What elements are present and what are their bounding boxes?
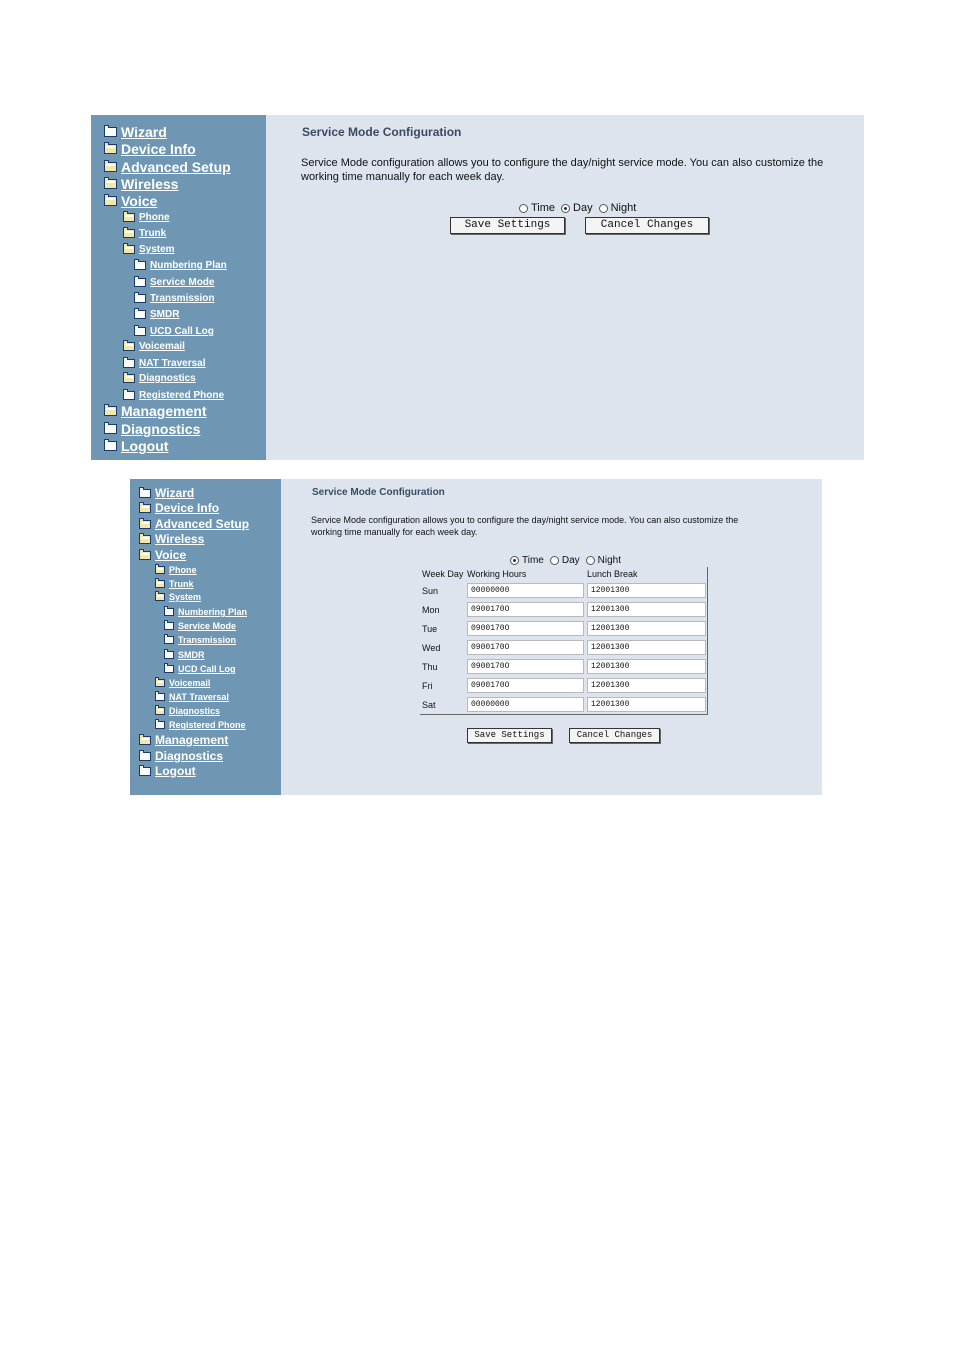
radio-label: Day [573,202,593,214]
nav-ucd-call-log[interactable] [164,664,236,674]
nav-link[interactable]: Service Mode [178,621,237,631]
weekday-label: Fri [422,680,433,691]
nav-diagnostics[interactable] [139,749,223,763]
folder-open-icon [155,679,165,687]
nav-voicemail[interactable] [123,341,185,352]
nav-link[interactable]: NAT Traversal [139,358,206,369]
folder-open-icon [123,245,135,254]
table-row [420,659,706,674]
folder-open-icon [155,593,165,601]
nav-trunk[interactable] [123,228,166,239]
nav-link[interactable]: System [139,244,175,255]
nav-link[interactable]: Voice [155,548,187,562]
working-hours-input[interactable]: 0900170O [467,659,584,674]
nav-wizard[interactable] [104,124,167,140]
nav-link[interactable]: NAT Traversal [169,692,229,702]
nav-link[interactable]: Diagnostics [155,749,224,763]
nav-link[interactable]: Trunk [139,228,167,239]
nav-link[interactable]: Phone [169,565,197,575]
cancel-changes-button[interactable]: Cancel Changes [569,728,660,743]
page-description: Service Mode configuration allows you to configure the day/night service mode. You can also customize the working time manually for each week day. [301,157,824,184]
nav-diagnostics-sub[interactable] [123,373,196,384]
nav-diagnostics[interactable] [104,421,200,437]
table-row [420,583,706,598]
page-title: Service Mode Configuration [302,125,462,139]
nav-logout[interactable] [104,438,168,454]
lunch-break-input[interactable]: 12001300 [587,640,706,655]
nav-transmission[interactable] [164,635,236,645]
cancel-changes-button[interactable]: Cancel Changes [585,217,709,234]
lunch-break-input[interactable]: 12001300 [587,602,706,617]
nav-link[interactable]: Wireless [155,532,205,546]
folder-icon [134,327,146,336]
radio-circle-icon[interactable] [586,556,595,565]
folder-icon [164,651,174,659]
folder-open-icon [139,520,151,529]
folder-icon [104,441,117,451]
sidebar-nav [91,115,266,460]
radio-day[interactable] [550,555,580,566]
nav-link[interactable]: Transmission [150,293,215,304]
nav-link[interactable]: System [169,592,202,602]
nav-advanced-setup[interactable] [139,517,249,531]
folder-open-icon [139,535,151,544]
working-hours-input[interactable]: 00000000 [467,583,584,598]
folder-open-icon [155,580,165,588]
nav-link[interactable]: Logout [121,438,169,454]
radio-label: Time [522,555,544,566]
folder-icon [139,752,151,761]
lunch-break-input[interactable]: 12001300 [587,678,706,693]
nav-voice[interactable] [139,548,186,562]
folder-open-icon [123,229,135,238]
folder-icon [164,608,174,616]
radio-label: Day [561,555,580,566]
weekday-label: Tue [422,623,438,634]
folder-open-icon [104,162,117,172]
nav-link[interactable]: Numbering Plan [178,607,248,617]
nav-link[interactable]: Advanced Setup [121,159,231,175]
folder-open-icon [139,551,151,560]
folder-open-icon [123,374,135,383]
folder-open-icon [104,196,117,206]
nav-link[interactable]: Voicemail [169,678,211,688]
folder-open-icon [139,736,151,745]
nav-registered-phone[interactable] [155,720,246,730]
nav-service-mode[interactable] [164,621,236,631]
weekday-label: Thu [422,661,438,672]
page-description-line2: working time manually for each week day. [311,527,478,537]
page-title: Service Mode Configuration [312,487,445,498]
nav-link[interactable]: Advanced Setup [155,517,250,531]
nav-wireless[interactable] [104,176,178,192]
table-row [420,621,706,636]
nav-link[interactable]: Device Info [121,141,196,157]
nav-link[interactable]: UCD Call Log [178,664,236,674]
sidebar-nav [130,479,281,795]
nav-link[interactable]: Trunk [169,579,194,589]
nav-link[interactable]: Registered Phone [169,720,246,730]
folder-open-icon [104,179,117,189]
nav-service-mode[interactable] [134,277,214,288]
mode-radio-group [510,555,627,566]
folder-icon [155,693,165,701]
radio-label: Night [597,555,622,566]
nav-management[interactable] [104,403,207,419]
folder-open-icon [104,406,117,416]
nav-ucd-call-log[interactable] [134,326,214,337]
nav-trunk[interactable] [155,579,194,589]
table-row [420,697,706,712]
content-area [281,479,822,795]
folder-open-icon [155,707,165,715]
nav-voice[interactable] [104,193,157,209]
folder-open-icon [155,566,165,574]
working-hours-table [420,567,708,715]
save-settings-button[interactable]: Save Settings [467,728,552,743]
nav-link[interactable]: Transmission [178,635,237,645]
folder-open-icon [123,342,135,351]
radio-circle-icon[interactable] [599,204,608,213]
folder-icon [164,636,174,644]
nav-numbering-plan[interactable] [164,607,247,617]
nav-link[interactable]: UCD Call Log [150,326,214,337]
nav-numbering-plan[interactable] [134,260,227,271]
screenshot-time-mode [130,479,822,795]
radio-time[interactable] [519,202,555,214]
nav-link[interactable]: Wireless [121,176,179,192]
nav-advanced-setup[interactable] [104,159,231,175]
weekday-label: Sat [422,699,436,710]
radio-night[interactable] [586,555,621,566]
nav-logout[interactable] [139,764,196,778]
folder-icon [155,721,165,729]
nav-link[interactable]: Phone [139,212,170,223]
lunch-break-input[interactable]: 12001300 [587,621,706,636]
weekday-label: Sun [422,585,439,596]
nav-device-info[interactable] [139,501,219,515]
nav-nat-traversal[interactable] [155,692,229,702]
nav-smdr[interactable] [164,650,205,660]
lunch-break-input[interactable]: 12001300 [587,697,706,712]
working-hours-input[interactable]: 0900170O [467,640,584,655]
table-row [420,602,706,617]
nav-link[interactable]: Voice [121,193,158,209]
nav-link[interactable]: Voicemail [139,341,185,352]
folder-icon [134,278,146,287]
save-settings-button[interactable]: Save Settings [450,217,565,234]
nav-management[interactable] [139,733,228,747]
nav-link[interactable]: SMDR [150,309,180,320]
nav-link[interactable]: Management [155,733,229,747]
radio-circle-icon[interactable] [519,204,528,213]
nav-nat-traversal[interactable] [123,358,206,369]
weekday-label: Mon [422,604,440,615]
lunch-break-input[interactable]: 12001300 [587,659,706,674]
nav-wireless[interactable] [139,532,204,546]
nav-link[interactable]: Numbering Plan [150,260,227,271]
nav-wizard[interactable] [139,486,194,500]
folder-icon [164,665,174,673]
nav-link[interactable]: Service Mode [150,277,215,288]
radio-label: Time [531,202,556,214]
nav-link[interactable]: Diagnostics [121,421,201,437]
nav-link[interactable]: Diagnostics [139,373,196,384]
radio-label: Night [610,202,637,214]
folder-icon [104,127,117,137]
page-description-line1: Service Mode configuration allows you to configure the day/night service mode. You can also customize the [311,515,739,525]
radio-selected-icon[interactable] [561,204,570,213]
nav-device-info[interactable] [104,141,196,157]
nav-transmission[interactable] [134,293,214,304]
folder-open-icon [139,504,151,513]
weekday-label: Wed [422,642,441,653]
folder-icon [139,489,151,498]
working-hours-input[interactable]: 0900170O [467,602,584,617]
folder-icon [134,294,146,303]
folder-icon [134,310,146,319]
nav-link[interactable]: Management [121,403,207,419]
folder-icon [139,767,151,776]
folder-icon [123,359,135,368]
radio-selected-icon[interactable] [510,556,519,565]
nav-registered-phone[interactable] [123,390,224,401]
nav-link[interactable]: Logout [155,764,196,778]
folder-open-icon [104,144,117,154]
table-row [420,678,706,693]
nav-link[interactable]: Device Info [155,501,220,515]
nav-diagnostics-sub[interactable] [155,706,220,716]
nav-voicemail[interactable] [155,678,210,688]
folder-icon [104,424,117,434]
nav-link[interactable]: Diagnostics [169,706,221,716]
nav-link[interactable]: Wizard [121,124,167,140]
nav-phone[interactable] [155,565,197,575]
working-hours-input[interactable]: 00000000 [467,697,584,712]
content-area [266,115,864,460]
nav-link[interactable]: Wizard [155,486,195,500]
nav-link[interactable]: Registered Phone [139,390,225,401]
nav-phone[interactable] [123,212,170,223]
folder-icon [134,261,146,270]
folder-icon [123,391,135,400]
col-header-weekday: Week Day [422,569,464,579]
folder-open-icon [123,213,135,222]
mode-radio-group [519,202,642,214]
table-row [420,640,706,655]
radio-circle-icon[interactable] [550,556,559,565]
radio-day[interactable] [561,202,593,214]
col-header-lunch: Lunch Break [587,569,638,579]
screenshot-day-mode [91,115,864,460]
col-header-hours: Working Hours [467,569,527,579]
folder-icon [164,622,174,630]
nav-system[interactable] [155,592,201,602]
working-hours-input[interactable]: 0900170O [467,678,584,693]
nav-link[interactable]: SMDR [178,650,205,660]
working-hours-input[interactable]: 0900170O [467,621,584,636]
lunch-break-input[interactable]: 12001300 [587,583,706,598]
nav-system[interactable] [123,244,175,255]
radio-night[interactable] [599,202,637,214]
radio-time[interactable] [510,555,544,566]
nav-smdr[interactable] [134,309,179,320]
